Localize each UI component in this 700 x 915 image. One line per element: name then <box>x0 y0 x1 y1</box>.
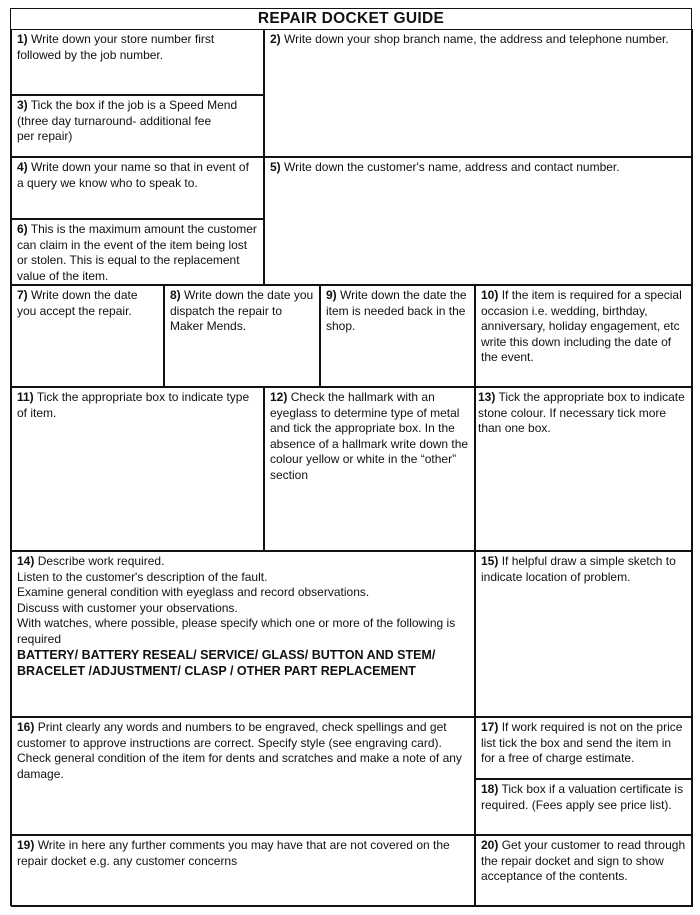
section-text: With watches, where possible, please specify which one or more of the following is required <box>17 616 456 646</box>
section-6 <box>11 219 264 285</box>
watch-repair-options: BATTERY/ BATTERY RESEAL/ SERVICE/ GLASS/ BUTTON AND STEM/ BRACELET /ADJUSTMENT/ CLASP / OTHER PART REPLACEMENT <box>17 648 436 678</box>
section-18 <box>475 779 693 835</box>
section-text: This is the maximum amount the customer can claim in the event of the item being lost or stolen. This is equal to the replacement value of the item. <box>17 222 257 283</box>
page-title: REPAIR DOCKET GUIDE <box>257 10 445 27</box>
section-text: Examine general condition with eyeglass and record observations. <box>17 585 370 599</box>
section-text: Tick the appropriate box to indicate type of item. <box>17 390 250 420</box>
section-text: Write down the date you dispatch the repair to Maker Mends. <box>170 288 314 333</box>
section-number: 20) <box>481 838 499 852</box>
section-text: Listen to the customer's description of the fault. <box>17 569 268 584</box>
section-text: Discuss with customer your observations. <box>17 600 238 615</box>
section-20 <box>475 835 693 907</box>
section-text: Tick the box if the job is a Speed Mend (three day turnaround- additional fee <box>17 98 238 128</box>
section-number: 5) <box>270 160 281 174</box>
section-number: 19) <box>17 838 35 852</box>
section-text: Get your customer to read through the repair docket and sign to show acceptance of the contents. <box>481 838 686 883</box>
section-number: 12) <box>270 390 288 404</box>
section-number: 14) <box>17 554 35 568</box>
section-number: 2) <box>270 32 281 46</box>
section-number: 1) <box>17 32 28 46</box>
section-13 <box>475 387 693 551</box>
section-text: Write down the date you accept the repair. <box>17 288 138 318</box>
section-number: 7) <box>17 288 28 302</box>
section-19 <box>11 835 475 907</box>
section-5 <box>264 157 693 285</box>
section-number: 15) <box>481 554 499 568</box>
section-text: per repair) <box>17 129 73 143</box>
section-number: 18) <box>481 782 499 796</box>
section-text: Write in here any further comments you may have that are not covered on the repair docket e.g. any customer concerns <box>17 838 450 868</box>
section-number: 3) <box>17 98 28 112</box>
section-12 <box>264 387 475 551</box>
section-16 <box>11 717 475 835</box>
section-11 <box>11 387 264 551</box>
section-text: Write down your name so that in event of a query we know who to speak to. <box>17 160 249 190</box>
section-text: Write down your shop branch name, the address and telephone number. <box>284 32 669 46</box>
section-number: 8) <box>170 288 181 302</box>
section-text: If the item is required for a special occasion i.e. wedding, birthday, anniversary, holiday engagement, etc write this down including the date of the event. <box>481 288 682 364</box>
section-17 <box>475 717 693 779</box>
section-number: 13) <box>478 390 496 404</box>
section-number: 4) <box>17 160 28 174</box>
section-15 <box>475 551 693 717</box>
section-number: 16) <box>17 720 35 734</box>
section-text: Tick box if a valuation certificate is required. (Fees apply see price list). <box>481 782 684 812</box>
repair-docket-guide <box>10 8 692 906</box>
section-text: Write down the customer's name, address and contact number. <box>284 160 620 174</box>
section-7 <box>11 285 164 387</box>
section-2 <box>264 29 693 157</box>
section-9 <box>320 285 475 387</box>
section-10 <box>475 285 693 387</box>
section-8 <box>164 285 320 387</box>
section-text: Tick the appropriate box to indicate stone colour. If necessary tick more than one box. <box>478 390 685 435</box>
section-text: Print clearly any words and numbers to be engraved, check spellings and get customer to approve instructions are correct. Specify style (see engraving card). Check general condition of the item for dents and scratches and make a note of any damage. <box>17 720 462 781</box>
section-3 <box>11 95 264 157</box>
section-1 <box>11 29 264 95</box>
section-text: If helpful draw a simple sketch to indicate location of problem. <box>481 554 676 584</box>
section-text: Write down the date the item is needed back in the shop. <box>326 288 467 333</box>
section-number: 10) <box>481 288 499 302</box>
section-text: If work required is not on the price list tick the box and send the item in for a free of charge estimate. <box>481 720 683 765</box>
section-number: 17) <box>481 720 499 734</box>
section-4 <box>11 157 264 219</box>
section-number: 6) <box>17 222 28 236</box>
section-text: Describe work required. <box>37 554 165 568</box>
section-number: 11) <box>17 390 34 404</box>
section-number: 9) <box>326 288 337 302</box>
section-14 <box>11 551 475 717</box>
section-text: Write down your store number first followed by the job number. <box>17 32 215 62</box>
section-text: Check the hallmark with an eyeglass to determine type of metal and tick the appropriate box. In the absence of a hallmark write down the colour yellow or white in the “other” section <box>270 390 469 482</box>
